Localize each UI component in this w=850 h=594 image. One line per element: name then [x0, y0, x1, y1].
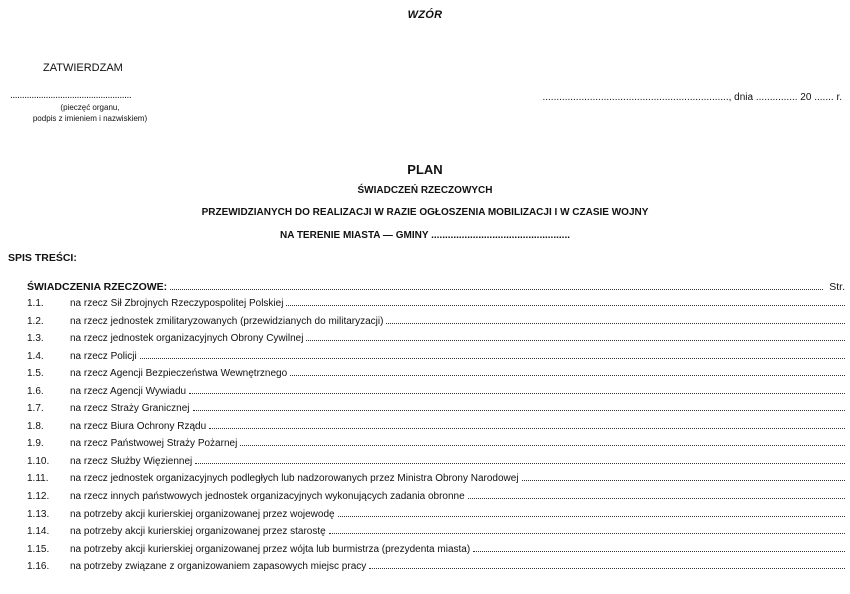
- toc-item-label: na potrzeby związane z organizowaniem zapasowych miejsc pracy: [70, 561, 367, 573]
- plan-subtitle-1: ŚWIADCZEŃ RZECZOWYCH: [357, 185, 493, 196]
- toc-item-number: 1.12.: [27, 491, 50, 503]
- toc-item-label: na rzecz Straży Granicznej: [70, 403, 190, 415]
- dotted-leader: [170, 288, 823, 290]
- toc-item-label: na rzecz Policji: [70, 350, 137, 362]
- toc-item-number: 1.5.: [27, 368, 44, 380]
- dotted-leader: [468, 497, 845, 499]
- dotted-leader: [193, 409, 846, 411]
- toc-section-header: [27, 281, 845, 293]
- toc-item-label: na rzecz Biura Ochrony Rządu: [70, 420, 207, 432]
- toc-item-label: na rzecz Państwowej Straży Pożarnej: [70, 438, 238, 450]
- toc-item-number: 1.11.: [27, 473, 49, 485]
- stamp-signature-line: ...................................................: [10, 90, 132, 101]
- toc-item-label: na potrzeby akcji kurierskiej organizowanej przez wójta lub burmistrza (prezydenta miasta): [70, 543, 471, 555]
- toc-item-label: na potrzeby akcji kurierskiej organizowanej przez starostę: [70, 526, 326, 538]
- plan-title: PLAN: [407, 162, 443, 177]
- toc-item-number: 1.8.: [27, 420, 44, 432]
- toc-item: [27, 544, 845, 562]
- dotted-leader: [286, 304, 845, 306]
- toc-item: [27, 333, 845, 351]
- toc-item-number: 1.1.: [27, 298, 44, 309]
- toc-section-label: ŚWIADCZENIA RZECZOWE:: [27, 281, 168, 293]
- toc-item: [27, 316, 845, 334]
- toc-item: [27, 456, 845, 474]
- toc-item-label: na rzecz innych państwowych jednostek organizacyjnych wykonujących zadania obronne: [70, 491, 465, 503]
- toc-item-number: 1.14.: [27, 526, 50, 538]
- dotted-leader: [290, 374, 845, 376]
- template-label: WZÓR: [407, 9, 443, 21]
- toc-item-number: 1.15.: [27, 543, 50, 555]
- stamp-caption: [10, 102, 170, 124]
- toc-item-label: na rzecz Agencji Wywiadu: [70, 385, 187, 397]
- toc-item-label: na rzecz jednostek zmilitaryzowanych (przewidzianych do militaryzacji): [70, 315, 384, 327]
- dotted-leader: [473, 550, 845, 552]
- toc-item-number: 1.16.: [27, 561, 50, 573]
- place-date-line: ..................................................................., dnia ............... 20 ....... r.: [542, 92, 842, 103]
- toc-item-label: na rzecz jednostek organizacyjnych Obrony Cywilnej: [70, 333, 304, 345]
- toc-item-label: na rzecz Sił Zbrojnych Rzeczypospolitej Polskiej: [70, 298, 284, 309]
- toc-item: [27, 561, 845, 579]
- dotted-leader: [306, 339, 845, 341]
- toc-item: [27, 298, 845, 316]
- toc-item-label: na rzecz jednostek organizacyjnych podległych lub nadzorowanych przez Ministra Obrony Narodowej: [70, 473, 519, 485]
- toc-item-number: 1.9.: [27, 438, 44, 450]
- toc-item-number: 1.3.: [27, 333, 44, 345]
- dotted-leader: [209, 427, 845, 429]
- toc-item: [27, 386, 845, 404]
- toc-heading: SPIS TREŚCI:: [8, 252, 77, 264]
- stamp-caption-line-2: podpis z imieniem i nazwiskiem): [32, 114, 148, 123]
- dotted-leader: [338, 515, 845, 517]
- dotted-leader: [329, 532, 845, 534]
- dotted-leader: [369, 567, 845, 569]
- dotted-leader: [140, 357, 845, 359]
- toc-item: [27, 438, 845, 456]
- toc-list: [27, 298, 845, 579]
- toc-item: [27, 351, 845, 369]
- toc-item-label: na rzecz Służby Więziennej: [70, 455, 193, 467]
- toc-item-number: 1.13.: [27, 508, 50, 520]
- dotted-leader: [240, 444, 845, 446]
- toc-item-number: 1.10.: [27, 455, 50, 467]
- dotted-leader: [386, 322, 845, 324]
- toc-page-column-label: Str.: [829, 281, 845, 293]
- toc-item: [27, 473, 845, 491]
- plan-subtitle-2: PRZEWIDZIANYCH DO REALIZACJI W RAZIE OGŁOSZENIA MOBILIZACJI I W CZASIE WOJNY: [201, 207, 649, 218]
- toc-item-number: 1.6.: [27, 385, 44, 397]
- toc-item-label: na rzecz Agencji Bezpieczeństwa Wewnętrznego: [70, 368, 288, 380]
- toc-item: [27, 403, 845, 421]
- toc-item-number: 1.4.: [27, 350, 44, 362]
- dotted-leader: [195, 462, 845, 464]
- dotted-leader: [189, 392, 845, 394]
- toc-item: [27, 509, 845, 527]
- toc-item: [27, 368, 845, 386]
- dotted-leader: [522, 479, 845, 481]
- approval-label: ZATWIERDZAM: [43, 62, 123, 74]
- toc-item: [27, 421, 845, 439]
- toc-item: [27, 526, 845, 544]
- toc-item-number: 1.2.: [27, 315, 44, 327]
- toc-item-number: 1.7.: [27, 403, 44, 415]
- toc-item-label: na potrzeby akcji kurierskiej organizowanej przez wojewodę: [70, 508, 335, 520]
- plan-subtitle-3: NA TERENIE MIASTA — GMINY ..................................................: [279, 230, 571, 241]
- toc-item: [27, 491, 845, 509]
- stamp-caption-line-1: (pieczęć organu,: [60, 103, 120, 112]
